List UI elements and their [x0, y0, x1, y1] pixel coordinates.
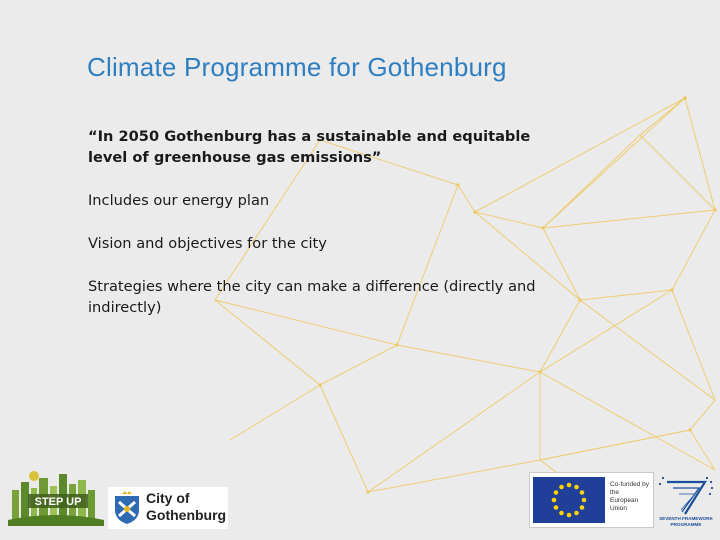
- bullet-vision-objectives: Vision and objectives for the city: [88, 235, 327, 252]
- eu-text-line2: European Union: [610, 497, 639, 512]
- slide-body: [88, 126, 558, 340]
- eu-text-line1: Co-funded by the: [610, 481, 650, 496]
- fp7-caption: [656, 516, 716, 527]
- city-logo-line1: City of: [146, 490, 190, 506]
- eu-cofunding-logo: [529, 472, 654, 528]
- stepup-logo: [6, 464, 106, 534]
- slide-title: Climate Programme for Gothenburg: [87, 52, 507, 82]
- coat-of-arms-icon: [111, 490, 143, 526]
- eu-flag-icon: [533, 477, 605, 523]
- fp7-caption-line2: PROGRAMME: [670, 521, 702, 527]
- city-of-gothenburg-logo: [108, 487, 228, 529]
- vision-quote: “In 2050 Gothenburg has a sustainable and equitable level of greenhouse gas emissions”: [88, 128, 531, 166]
- bullet-energy-plan: Includes our energy plan: [88, 192, 270, 209]
- bullet-strategies: Strategies where the city can make a difference (directly and indirectly): [88, 278, 536, 316]
- fp7-caption-line1: SEVENTH FRAMEWORK: [659, 516, 713, 521]
- city-logo-line2: Gothenburg: [146, 507, 227, 523]
- stepup-text: STEP UP: [34, 496, 82, 508]
